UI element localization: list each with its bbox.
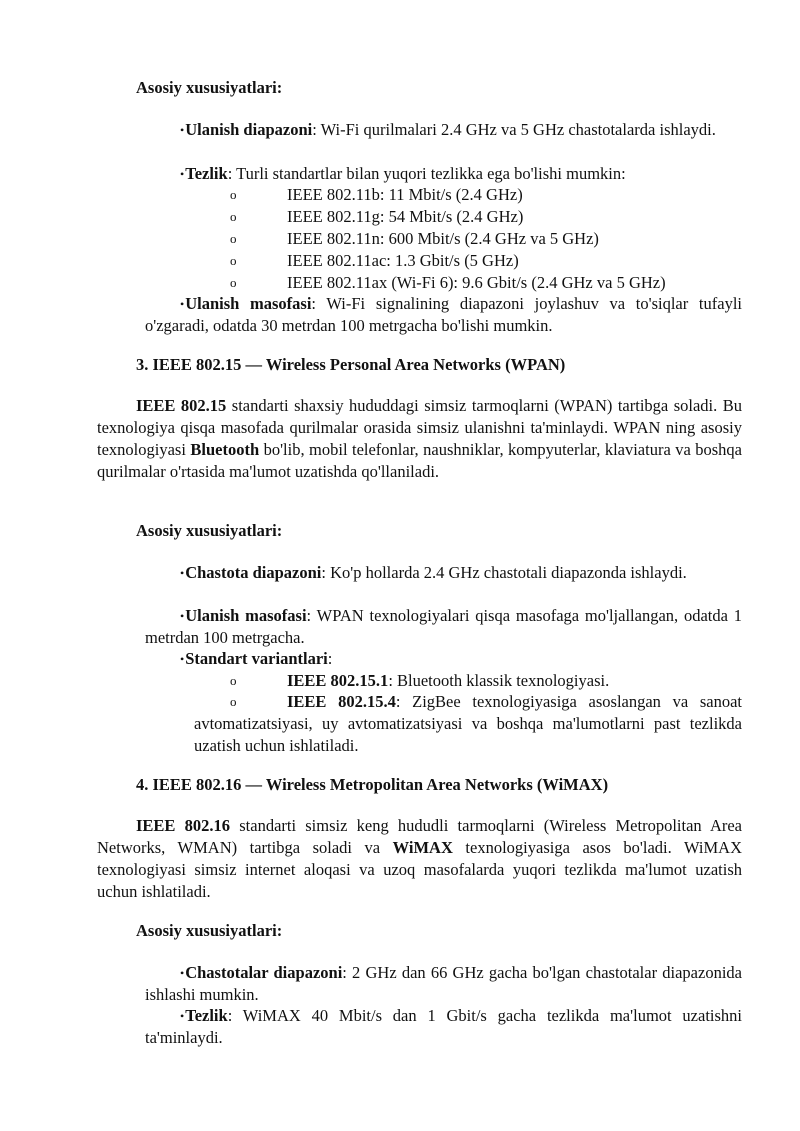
bullet-label: Standart variantlari (185, 649, 328, 668)
bullet-text: : 2 GHz dan 66 GHz gacha bo'lgan chastotalar diapazonida ishlashi mumkin. (145, 963, 742, 1004)
features-heading: Asosiy xususiyatlari: (136, 921, 283, 940)
bullet-label: Ulanish diapazoni (185, 120, 313, 139)
bold-term: IEEE 802.16 (136, 816, 231, 835)
paragraph-text: texnologiyasiga asos bo'ladi. WiMAX texnologiyasi simsiz internet aloqasi va uzoq masofalarda yuqori tezlikda ma'lumot uzatish uchun ishlatiladi. (97, 838, 742, 901)
bold-term: Bluetooth (190, 440, 260, 459)
circle-bullet-icon: o (230, 231, 237, 246)
bullet-item (145, 648, 742, 670)
paragraph (97, 815, 742, 903)
bullet-label: Chastota diapazoni (185, 563, 322, 582)
circle-bullet-icon: o (230, 694, 237, 709)
section-title: 4. IEEE 802.16 — Wireless Metropolitan Area Networks (WiMAX) (136, 775, 609, 794)
bullet-item (145, 119, 742, 141)
bullet-item (145, 962, 742, 1006)
paragraph-text: standarti simsiz keng hududli tarmoqlarni (Wireless Metropolitan Area Networks, WMAN) tartibga soladi va (97, 816, 743, 857)
circle-bullet-icon: o (230, 253, 237, 268)
bullet-text: : Wi-Fi signalining diapazoni joylashuv va to'siqlar tufayli o'zgaradi, odatda 30 metrdan 100 metrgacha bo'lishi mumkin. (145, 294, 743, 335)
sub-item-label: IEEE 802.15.4 (287, 692, 396, 711)
sub-item-text: IEEE 802.11ax (Wi-Fi 6): 9.6 Gbit/s (2.4 GHz va 5 GHz) (287, 273, 666, 292)
bullet-text: : Wi-Fi qurilmalari 2.4 GHz va 5 GHz chastotalarda ishlaydi. (312, 120, 716, 139)
bullet-label: Chastotalar diapazoni (185, 963, 343, 982)
circle-bullet-icon: o (230, 187, 237, 202)
bullet-item (145, 562, 742, 584)
bullet-item (145, 293, 742, 337)
sub-item-body: : Bluetooth klassik texnologiyasi. (388, 671, 610, 690)
bullet-item (145, 605, 742, 649)
bullet-icon: • (180, 609, 185, 623)
sub-item-text: IEEE 802.11ac: 1.3 Gbit/s (5 GHz) (287, 251, 519, 270)
circle-bullet-icon: o (230, 209, 237, 224)
bullet-icon: • (180, 1009, 185, 1023)
sub-item-text (287, 670, 609, 692)
sub-item-text: IEEE 802.11b: 11 Mbit/s (2.4 GHz) (287, 185, 523, 204)
bold-term: IEEE 802.15 (136, 396, 227, 415)
bullet-text: : Ko'p hollarda 2.4 GHz chastotali diapazonda ishlaydi. (321, 563, 687, 582)
bullet-item (145, 1005, 742, 1049)
bullet-label: Ulanish masofasi (185, 294, 312, 313)
bullet-icon: • (180, 566, 185, 580)
sub-item-text: IEEE 802.11g: 54 Mbit/s (2.4 GHz) (287, 207, 524, 226)
bullet-item (145, 163, 742, 185)
sub-item (194, 691, 742, 757)
bullet-label: Tezlik (185, 1006, 228, 1025)
bullet-text: : Turli standartlar bilan yuqori tezlikka ega bo'lishi mumkin: (227, 164, 626, 183)
circle-bullet-icon: o (230, 275, 237, 290)
paragraph (97, 395, 742, 483)
section-title: 3. IEEE 802.15 — Wireless Personal Area Networks (WPAN) (136, 355, 566, 374)
bullet-text: : WPAN texnologiyalari qisqa masofaga mo'ljallangan, odatda 1 metrdan 100 metrgacha. (145, 606, 742, 647)
bold-term: WiMAX (392, 838, 453, 857)
features-heading: Asosiy xususiyatlari: (136, 521, 283, 540)
bullet-icon: • (180, 167, 185, 181)
features-heading: Asosiy xususiyatlari: (136, 78, 283, 97)
bullet-icon: • (180, 297, 185, 311)
sub-item-label: IEEE 802.15.1 (287, 671, 389, 690)
bullet-icon: • (180, 123, 185, 137)
bullet-text: : (327, 649, 333, 668)
sub-item-body: : ZigBee texnologiyasiga asoslangan va sanoat avtomatizatsiyasi, uy avtomatizatsiyasi va boshqa ma'lumotlarni past tezlikda uzatish uchun ishlatiladi. (194, 692, 742, 755)
bullet-label: Tezlik (185, 164, 228, 183)
bullet-icon: • (180, 652, 185, 666)
sub-item-text (194, 691, 742, 757)
paragraph-text: standarti shaxsiy hududdagi simsiz tarmoqlarni (WPAN) tartibga soladi. Bu texnologiya qisqa masofada qurilmalar orasida simsiz ulanishni ta'minlaydi. WPAN ning asosiy texnologiyasi (97, 396, 743, 459)
bullet-text: : WiMAX 40 Mbit/s dan 1 Gbit/s gacha tezlikda ma'lumot uzatishni ta'minlaydi. (145, 1006, 742, 1047)
bullet-icon: • (180, 966, 185, 980)
paragraph-text: bo'lib, mobil telefonlar, naushniklar, kompyuterlar, klaviatura va boshqa qurilmalar o'rtasida ma'lumot uzatishda qo'llaniladi. (97, 440, 743, 481)
circle-bullet-icon: o (230, 673, 237, 688)
bullet-label: Ulanish masofasi (185, 606, 307, 625)
sub-item-text: IEEE 802.11n: 600 Mbit/s (2.4 GHz va 5 GHz) (287, 229, 599, 248)
